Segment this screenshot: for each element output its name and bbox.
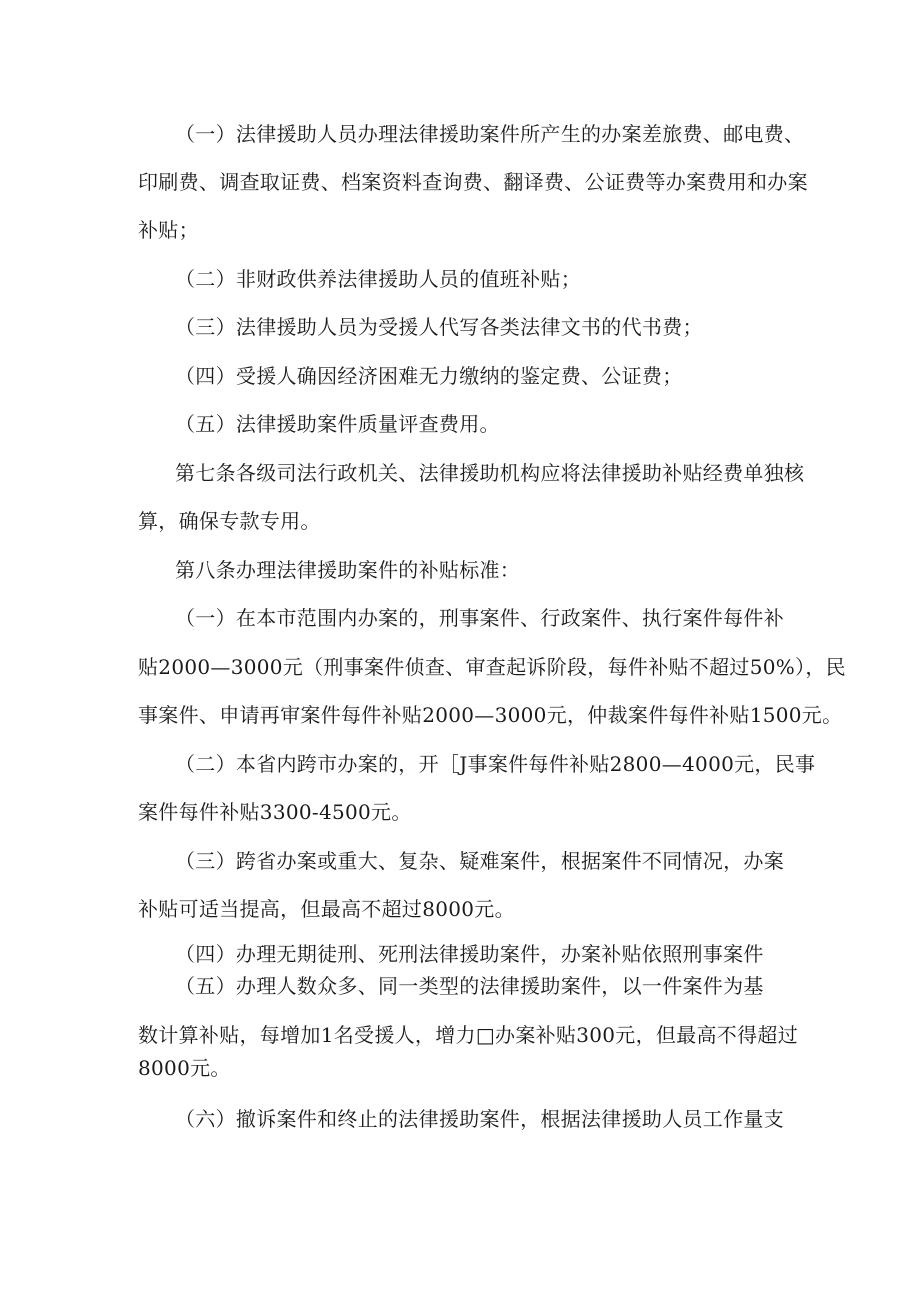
article-7-line-1: 第七条各级司法行政机关、法律援助机构应将法律援助补贴经费单独核	[175, 461, 805, 485]
article-8-item-3-line-1: （三）跨省办案或重大、复杂、疑难案件，根据案件不同情况，办案	[175, 849, 784, 873]
para-5: （五）法律援助案件质量评查费用。	[175, 412, 500, 436]
article-8-item-5-line-2: 数计算补贴，每增加1名受援人，增力□办案补贴300元，但最高不得超过	[138, 1023, 798, 1047]
article-8-item-5-line-1: （五）办理人数众多、同一类型的法律援助案件，以一件案件为基	[175, 974, 764, 998]
article-8-heading: 第八条办理法律援助案件的补贴标准：	[175, 558, 521, 582]
article-8-item-4: （四）办理无期徒刑、死刑法律援助案件，办案补贴依照刑事案件	[175, 942, 764, 966]
article-8-item-1-line-3: 事案件、申请再审案件每件补贴2000—3000元，仲裁案件每件补贴1500元。	[138, 703, 843, 727]
article-8-item-1-line-2: 贴2000—3000元（刑事案件侦查、审查起诉阶段，每件补贴不超过50%），民	[138, 655, 846, 679]
article-8-item-2-line-2: 案件每件补贴3300-4500元。	[138, 800, 412, 824]
para-2: （二）非财政供养法律援助人员的值班补贴；	[175, 267, 581, 291]
article-8-item-3-line-2: 补贴可适当提高，但最高不超过8000元。	[138, 897, 515, 921]
article-8-item-5-line-3: 8000元。	[138, 1056, 231, 1080]
article-8-item-6-line-1: （六）撤诉案件和终止的法律援助案件，根据法律援助人员工作量支	[175, 1107, 784, 1131]
article-8-item-1-line-1: （一）在本市范围内办案的，刑事案件、行政案件、执行案件每件补	[175, 606, 784, 630]
article-7-line-2: 算，确保专款专用。	[138, 509, 321, 533]
para-1-line-2: 印刷费、调查取证费、档案资料查询费、翻译费、公证费等办案费用和办案	[138, 170, 808, 194]
para-1-line-3: 补贴；	[138, 218, 199, 242]
article-8-item-2-line-1: （二）本省内跨市办案的，开［J事案件每件补贴2800—4000元，民事	[175, 752, 816, 776]
para-4: （四）受援人确因经济困难无力缴纳的鉴定费、公证费；	[175, 364, 683, 388]
para-3: （三）法律援助人员为受援人代写各类法律文书的代书费；	[175, 315, 703, 339]
para-1-line-1: （一）法律援助人员办理法律援助案件所产生的办案差旅费、邮电费、	[175, 122, 805, 146]
